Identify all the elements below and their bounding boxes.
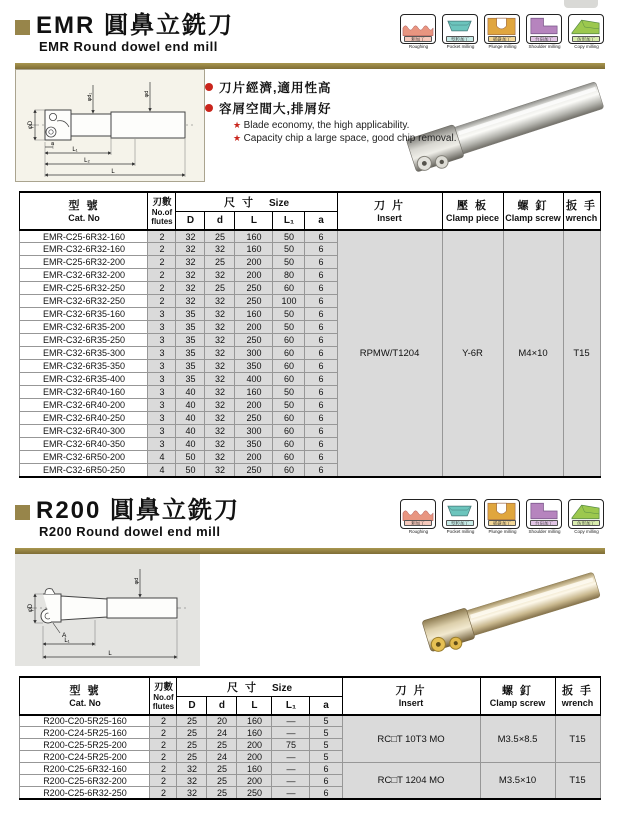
feature-zh: 容屑空間大,排屑好 xyxy=(205,99,456,117)
cell-value: 2 xyxy=(148,295,176,308)
cell-value: 40 xyxy=(176,412,205,425)
icon-label-zh: 粗加工 xyxy=(404,36,432,42)
cell-value: 160 xyxy=(237,715,272,727)
cell-value: 20 xyxy=(207,715,237,727)
cell-value: 300 xyxy=(235,347,273,360)
plunge-milling-icon xyxy=(484,499,521,535)
cell-value: 25 xyxy=(207,787,237,799)
cell-value: 24 xyxy=(207,751,237,763)
cell-catno: EMR-C32-6R32-160 xyxy=(20,243,148,256)
cell-value: 6 xyxy=(305,373,337,386)
dim-label-diad1: φd₁ xyxy=(87,93,93,102)
cell-catno: EMR-C32-6R35-250 xyxy=(20,334,148,347)
icon-label-zh: 仿形加工 xyxy=(572,520,600,526)
cell-wrench: T15 xyxy=(563,230,600,477)
cell-value: 4 xyxy=(148,451,176,464)
cell-value: 32 xyxy=(205,412,235,425)
product-photo-r200 xyxy=(415,562,605,667)
icon-label-en: Pocket milling xyxy=(446,528,475,534)
cell-catno: EMR-C32-6R40-350 xyxy=(20,438,148,451)
col-header-size-sub: D xyxy=(177,697,207,715)
cell-value: 32 xyxy=(205,386,235,399)
col-header-catno: 型 號 Cat. No xyxy=(20,677,150,715)
cell-catno: R200-C25-6R32-250 xyxy=(20,787,150,799)
cell-value: 25 xyxy=(177,739,207,751)
cell-value: 6 xyxy=(305,308,337,321)
shoulder-milling-icon xyxy=(526,14,563,50)
cell-value: 40 xyxy=(176,386,205,399)
col-header-size-sub: d xyxy=(205,212,235,230)
cell-value: 3 xyxy=(148,321,176,334)
icon-label-en: Shoulder milling xyxy=(528,528,561,534)
cell-value: 200 xyxy=(237,751,272,763)
cell-value: 6 xyxy=(305,347,337,360)
cell-value: 40 xyxy=(176,399,205,412)
col-header-screw: 螺 釘 Clamp screw xyxy=(480,677,555,715)
milling-type-icons xyxy=(400,13,605,50)
cell-value: 60 xyxy=(273,451,305,464)
cell-value: 32 xyxy=(176,256,205,269)
cell-value: 25 xyxy=(177,751,207,763)
cell-value: 2 xyxy=(150,739,177,751)
cell-value: 160 xyxy=(235,308,273,321)
cell-value: 160 xyxy=(235,386,273,399)
feature-en: ★ Blade economy, the high applicability. xyxy=(233,120,456,131)
cell-value: 200 xyxy=(235,256,273,269)
dim-label-diaD: φD xyxy=(28,121,34,130)
cell-value: 32 xyxy=(205,425,235,438)
dim-label-A: A xyxy=(62,632,67,640)
cell-value: 250 xyxy=(235,412,273,425)
cell-value: 32 xyxy=(205,295,235,308)
cell-value: 32 xyxy=(205,438,235,451)
cell-catno: R200-C20-5R25-160 xyxy=(20,715,150,727)
cell-value: 6 xyxy=(305,464,337,477)
cell-value: 60 xyxy=(273,425,305,438)
pocket-milling-icon xyxy=(442,14,479,50)
section-title-zh: R200 圓鼻立銑刀 xyxy=(36,496,241,524)
cell-value: 350 xyxy=(235,360,273,373)
cell-value: 32 xyxy=(176,243,205,256)
cell-value: 5 xyxy=(310,739,342,751)
illustration-area xyxy=(15,554,605,667)
spec-table-emr xyxy=(19,191,600,478)
cell-value: 6 xyxy=(305,321,337,334)
cell-value: 32 xyxy=(205,399,235,412)
dim-label-L2: L₂ xyxy=(84,158,90,165)
cell-value: 5 xyxy=(310,751,342,763)
cell-value: 3 xyxy=(148,334,176,347)
cell-value: 25 xyxy=(207,763,237,775)
cell-value: 25 xyxy=(207,775,237,787)
cell-value: 3 xyxy=(148,425,176,438)
cell-value: 2 xyxy=(148,256,176,269)
cell-value: 250 xyxy=(235,334,273,347)
table-row xyxy=(20,230,600,243)
cell-value: 200 xyxy=(235,451,273,464)
col-header-size-sub: a xyxy=(305,212,337,230)
cell-value: 32 xyxy=(176,295,205,308)
cell-value: 25 xyxy=(205,230,235,243)
cell-value: 6 xyxy=(305,334,337,347)
cell-value: 32 xyxy=(177,763,207,775)
cell-value: 2 xyxy=(150,727,177,739)
cell-catno: EMR-C32-6R35-300 xyxy=(20,347,148,360)
section-title-zh: EMR 圓鼻立銑刀 xyxy=(36,12,234,39)
cell-value: 5 xyxy=(310,727,342,739)
cell-catno: EMR-C25-6R32-250 xyxy=(20,282,148,295)
section-header xyxy=(15,0,605,54)
cell-catno: R200-C24-5R25-200 xyxy=(20,751,150,763)
cell-value: 32 xyxy=(205,347,235,360)
cell-value: 32 xyxy=(176,282,205,295)
icon-label-en: Copy milling xyxy=(574,528,599,534)
feature-zh: 刀片經濟,適用性高 xyxy=(205,78,456,96)
cell-value: 32 xyxy=(205,334,235,347)
table-row xyxy=(20,763,600,775)
cell-value: 3 xyxy=(148,347,176,360)
cell-value: 2 xyxy=(150,715,177,727)
cell-value: 50 xyxy=(273,386,305,399)
plunge-milling-icon xyxy=(484,14,521,50)
cell-value: 25 xyxy=(205,256,235,269)
cell-catno: R200-C25-6R32-160 xyxy=(20,763,150,775)
col-header-wrench: 扳 手 wrench xyxy=(563,192,600,230)
icon-label-en: Shoulder milling xyxy=(528,44,561,49)
section-title-en: EMR Round dowel end mill xyxy=(39,39,218,55)
cell-value: 6 xyxy=(305,295,337,308)
cell-insert: RC□T 10T3 MO xyxy=(342,715,480,763)
col-header-size-sub: D xyxy=(176,212,205,230)
cell-value: 6 xyxy=(310,775,342,787)
cell-value: 300 xyxy=(235,425,273,438)
cell-value: 2 xyxy=(150,751,177,763)
col-header-size: 尺 寸 Size xyxy=(176,192,337,212)
copy-milling-icon xyxy=(568,14,605,50)
cell-value: 50 xyxy=(273,230,305,243)
cell-value: 200 xyxy=(235,399,273,412)
cell-value: 6 xyxy=(305,386,337,399)
cell-value: 2 xyxy=(148,230,176,243)
feature-list xyxy=(205,75,456,144)
cell-value: 25 xyxy=(177,727,207,739)
technical-drawing-emr xyxy=(15,69,205,182)
table-row xyxy=(20,715,600,727)
icon-label-en: Plunge milling xyxy=(488,44,517,49)
cell-value: 250 xyxy=(237,787,272,799)
dim-label-a: a xyxy=(51,141,55,148)
cell-value: 400 xyxy=(235,373,273,386)
shoulder-milling-icon xyxy=(526,499,563,535)
col-header-size-sub: L₁ xyxy=(272,697,310,715)
section-header xyxy=(15,485,605,539)
cell-value: 32 xyxy=(205,243,235,256)
col-header-screw: 螺 釘 Clamp screw xyxy=(503,192,563,230)
cell-screw: M4×10 xyxy=(503,230,563,477)
cell-value: 2 xyxy=(150,763,177,775)
cell-value: 3 xyxy=(148,438,176,451)
col-header-size-sub: a xyxy=(310,697,342,715)
icon-label-zh: 插銑加工 xyxy=(488,520,516,526)
cell-value: — xyxy=(272,763,310,775)
dim-label-diaD: φD xyxy=(28,604,34,613)
cell-value: 200 xyxy=(237,775,272,787)
icon-label-en: Pocket milling xyxy=(446,44,475,49)
title-marker-square xyxy=(15,20,30,35)
cell-value: 60 xyxy=(273,360,305,373)
cell-clamp_piece: Y-6R xyxy=(442,230,503,477)
cell-value: 50 xyxy=(176,451,205,464)
dim-label-L: L xyxy=(108,651,112,658)
cell-catno: EMR-C32-6R35-400 xyxy=(20,373,148,386)
section-title-en: R200 Round dowel end mill xyxy=(39,524,221,540)
cell-value: 35 xyxy=(176,334,205,347)
dim-label-L1: L₁ xyxy=(72,147,78,154)
cell-value: 160 xyxy=(237,727,272,739)
cell-value: 35 xyxy=(176,308,205,321)
cell-value: 60 xyxy=(273,412,305,425)
cell-value: 6 xyxy=(310,763,342,775)
pocket-milling-icon xyxy=(442,499,479,535)
icon-label-zh: 粗加工 xyxy=(404,520,432,526)
spec-table-r200 xyxy=(19,676,600,800)
cell-value: 80 xyxy=(273,269,305,282)
cell-value: 250 xyxy=(235,295,273,308)
cell-value: 6 xyxy=(305,256,337,269)
roughing-icon xyxy=(400,14,437,50)
cell-value: 160 xyxy=(235,243,273,256)
cell-value: — xyxy=(272,715,310,727)
col-header-flutes: 刃數 No.of flutes xyxy=(150,677,177,715)
cell-catno: EMR-C25-6R32-160 xyxy=(20,230,148,243)
cell-value: 32 xyxy=(205,269,235,282)
dim-label-L1: L₁ xyxy=(64,638,70,645)
cell-value: — xyxy=(272,775,310,787)
cell-value: 250 xyxy=(235,282,273,295)
cell-value: — xyxy=(272,727,310,739)
illustration-area xyxy=(15,69,605,182)
cell-value: 200 xyxy=(235,269,273,282)
cell-value: 35 xyxy=(176,347,205,360)
cell-value: 3 xyxy=(148,360,176,373)
col-header-catno: 型 號 Cat. No xyxy=(20,192,148,230)
cell-value: 2 xyxy=(148,269,176,282)
roughing-icon xyxy=(400,499,437,535)
cell-value: 2 xyxy=(148,243,176,256)
copy-milling-icon xyxy=(568,499,605,535)
cell-value: 32 xyxy=(205,373,235,386)
cell-value: 50 xyxy=(176,464,205,477)
icon-label-zh: 台肩加工 xyxy=(530,520,558,526)
cell-value: — xyxy=(272,787,310,799)
icon-label-zh: 台肩加工 xyxy=(530,36,558,42)
cell-catno: EMR-C32-6R32-200 xyxy=(20,269,148,282)
cell-value: 6 xyxy=(305,451,337,464)
cell-value: 160 xyxy=(235,230,273,243)
cell-value: 40 xyxy=(176,438,205,451)
bullet-dot-icon xyxy=(205,104,213,112)
cell-value: 75 xyxy=(272,739,310,751)
feature-en: ★ Capacity chip a large space, good chip removal. xyxy=(233,133,456,144)
col-header-size-sub: d xyxy=(207,697,237,715)
cell-value: 24 xyxy=(207,727,237,739)
cell-value: 2 xyxy=(148,282,176,295)
dim-label-diad: φd xyxy=(134,577,140,585)
icon-label-en: Roughing xyxy=(408,44,429,49)
cell-value: 60 xyxy=(273,334,305,347)
cell-value: 6 xyxy=(305,412,337,425)
cell-value: 100 xyxy=(273,295,305,308)
cell-value: 5 xyxy=(310,715,342,727)
cell-value: 200 xyxy=(237,739,272,751)
cell-catno: EMR-C32-6R35-160 xyxy=(20,308,148,321)
title-marker-square xyxy=(15,505,30,520)
cell-screw: M3.5×8.5 xyxy=(480,715,555,763)
dim-label-diad: φd xyxy=(144,91,150,98)
cell-value: 32 xyxy=(205,464,235,477)
cell-value: 60 xyxy=(273,373,305,386)
cell-catno: R200-C24-5R25-160 xyxy=(20,727,150,739)
cell-value: 160 xyxy=(237,763,272,775)
cell-value: — xyxy=(272,751,310,763)
cell-catno: EMR-C25-6R32-200 xyxy=(20,256,148,269)
cell-value: 3 xyxy=(148,412,176,425)
cell-value: 32 xyxy=(177,787,207,799)
col-header-clamp_piece: 壓 板 Clamp piece xyxy=(442,192,503,230)
technical-drawing-r200 xyxy=(15,554,200,666)
cell-value: 6 xyxy=(305,282,337,295)
icon-label-zh: 型腔加工 xyxy=(446,520,474,526)
cell-catno: EMR-C32-6R50-200 xyxy=(20,451,148,464)
cell-catno: EMR-C32-6R40-160 xyxy=(20,386,148,399)
cell-value: 32 xyxy=(205,308,235,321)
col-header-size-sub: L xyxy=(235,212,273,230)
cell-value: 4 xyxy=(148,464,176,477)
col-header-insert: 刀 片 Insert xyxy=(337,192,442,230)
icon-label-zh: 型腔加工 xyxy=(446,36,474,42)
cell-value: 32 xyxy=(205,360,235,373)
section-r200 xyxy=(0,485,620,800)
cell-value: 50 xyxy=(273,399,305,412)
cell-value: 350 xyxy=(235,438,273,451)
col-header-flutes: 刃數 No.of flutes xyxy=(148,192,176,230)
cell-insert: RPMW/T1204 xyxy=(337,230,442,477)
cell-catno: EMR-C32-6R35-350 xyxy=(20,360,148,373)
cell-value: 6 xyxy=(305,230,337,243)
cell-value: 2 xyxy=(150,775,177,787)
dim-label-L: L xyxy=(111,169,115,176)
cell-value: 3 xyxy=(148,373,176,386)
cell-value: 32 xyxy=(205,451,235,464)
cell-value: 32 xyxy=(205,321,235,334)
cell-value: 32 xyxy=(177,775,207,787)
cell-value: 6 xyxy=(305,243,337,256)
cell-value: 60 xyxy=(273,464,305,477)
cell-value: 6 xyxy=(305,269,337,282)
cell-value: 25 xyxy=(207,739,237,751)
cell-value: 50 xyxy=(273,243,305,256)
col-header-size-sub: L₁ xyxy=(273,212,305,230)
col-header-size-sub: L xyxy=(237,697,272,715)
col-header-wrench: 扳 手 wrench xyxy=(555,677,600,715)
cell-value: 3 xyxy=(148,386,176,399)
icon-label-en: Plunge milling xyxy=(488,528,517,534)
cell-value: 60 xyxy=(273,438,305,451)
cell-value: 6 xyxy=(305,360,337,373)
cell-value: 32 xyxy=(176,230,205,243)
cell-value: 32 xyxy=(176,269,205,282)
cell-value: 6 xyxy=(305,438,337,451)
cell-catno: R200-C25-5R25-200 xyxy=(20,739,150,751)
cell-value: 35 xyxy=(176,360,205,373)
cell-screw: M3.5×10 xyxy=(480,763,555,799)
col-header-insert: 刀 片 Insert xyxy=(342,677,480,715)
cell-value: 200 xyxy=(235,321,273,334)
cell-wrench: T15 xyxy=(555,763,600,799)
cell-wrench: T15 xyxy=(555,715,600,763)
cell-value: 60 xyxy=(273,282,305,295)
cell-value: 25 xyxy=(177,715,207,727)
cell-value: 60 xyxy=(273,347,305,360)
cell-value: 50 xyxy=(273,256,305,269)
col-header-size: 尺 寸 Size xyxy=(177,677,342,697)
cell-catno: EMR-C32-6R50-250 xyxy=(20,464,148,477)
cell-catno: EMR-C32-6R32-250 xyxy=(20,295,148,308)
cell-value: 3 xyxy=(148,399,176,412)
page-corner-mark xyxy=(564,0,598,8)
cell-value: 250 xyxy=(235,464,273,477)
cell-catno: EMR-C32-6R40-200 xyxy=(20,399,148,412)
cell-value: 50 xyxy=(273,321,305,334)
cell-catno: EMR-C32-6R40-300 xyxy=(20,425,148,438)
cell-value: 25 xyxy=(205,282,235,295)
cell-value: 35 xyxy=(176,373,205,386)
cell-value: 6 xyxy=(310,787,342,799)
cell-value: 3 xyxy=(148,308,176,321)
cell-value: 50 xyxy=(273,308,305,321)
cell-catno: EMR-C32-6R40-250 xyxy=(20,412,148,425)
cell-value: 40 xyxy=(176,425,205,438)
cell-value: 6 xyxy=(305,399,337,412)
bullet-dot-icon xyxy=(205,83,213,91)
icon-label-en: Copy milling xyxy=(574,44,599,49)
icon-label-zh: 插銑加工 xyxy=(488,36,516,42)
milling-type-icons xyxy=(400,498,605,535)
icon-label-en: Roughing xyxy=(408,528,429,534)
icon-label-zh: 仿形加工 xyxy=(572,36,600,42)
cell-value: 6 xyxy=(305,425,337,438)
cell-catno: R200-C25-6R32-200 xyxy=(20,775,150,787)
cell-value: 35 xyxy=(176,321,205,334)
cell-catno: EMR-C32-6R35-200 xyxy=(20,321,148,334)
cell-insert: RC□T 1204 MO xyxy=(342,763,480,799)
cell-value: 2 xyxy=(150,787,177,799)
